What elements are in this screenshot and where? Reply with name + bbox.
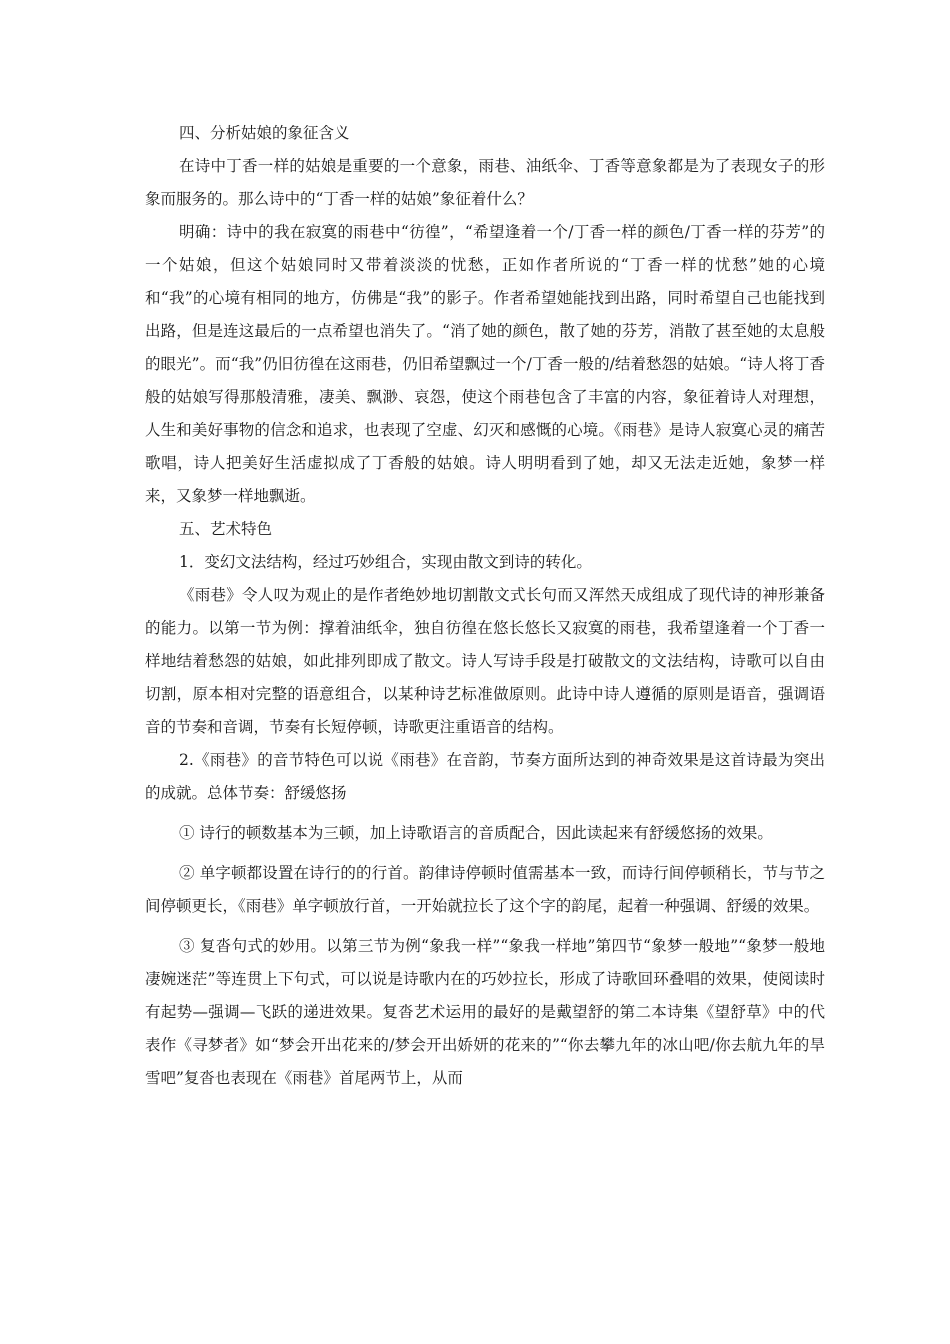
section-heading-symbolism: 四、分析姑娘的象征含义 [179,124,350,142]
feature-2-paragraph: 2.《雨巷》的音节特色可以说《雨巷》在音韵，节奏方面所达到的神奇效果是这首诗最为突出的成就。总体节奏：舒缓悠扬 [145,751,825,802]
paragraph-explanation: 明确：诗中的我在寂寞的雨巷中“彷徨”，“希望逢着一个/丁香一样的颜色/丁香一样的芬芳”的一个姑娘，但这个姑娘同时又带着淡淡的忧愁，正如作者所说的“丁香一样的忧愁”她的心境和“我”的心境有相同的地方，仿佛是“我”的影子。作者希望她能找到出路，同时希望自己也能找到出路，但是连这最后的一点希望也消失了。“消了她的颜色，散了她的芬芳，消散了甚至她的太息般的眼光”。而“我”仍旧彷徨在这雨巷，仍旧希望飘过一个/丁香一般的/结着愁怨的姑娘。“诗人将丁香般的姑娘写得那般清雅，凄美、飘渺、哀怨，使这个雨巷包含了丰富的内容，象征着诗人对理想，人生和美好事物的信念和追求，也表现了空虚、幻灭和感慨的心境。《雨巷》是诗人寂寞心灵的痛苦歌唱，诗人把美好生活虚拟成了丁香般的姑娘。诗人明明看到了她，却又无法走近她，象梦一样来，又象梦一样地飘逝。 [145,223,825,505]
feature-2-point-3: ③ 复沓句式的妙用。以第三节为例“象我一样”“象我一样地”第四节“象梦一般地”“象梦一般地凄婉迷茫”等连贯上下句式，可以说是诗歌内在的巧妙拉长，形成了诗歌回环叠唱的效果，使阅读时有起势—强调—飞跃的递进效果。复沓艺术运用的最好的是戴望舒的第二本诗集《望舒草》中的代表作《寻梦者》如“梦会开出花来的/梦会开出娇妍的花来的”“你去攀九年的冰山吧/你去航九年的旱雪吧”复沓也表现在《雨巷》首尾两节上，从而 [145,937,825,1087]
feature-2-point-1: ① 诗行的顿数基本为三顿，加上诗歌语言的音质配合，因此读起来有舒缓悠扬的效果。 [179,824,773,842]
feature-2-point-2: ② 单字顿都设置在诗行的的行首。韵律诗停顿时值需基本一致，而诗行间停顿稍长，节与节之间停顿更长，《雨巷》单字顿放行首，一开始就拉长了这个字的韵尾，起着一种强调、舒缓的效果。 [145,864,825,915]
section-heading-artistic-features: 五、艺术特色 [179,520,273,538]
paragraph-intro-question: 在诗中丁香一样的姑娘是重要的一个意象，雨巷、油纸伞、丁香等意象都是为了表现女子的形象而服务的。那么诗中的“丁香一样的姑娘”象征着什么？ [145,157,825,208]
document-body [145,117,825,1095]
feature-1-paragraph: 《雨巷》令人叹为观止的是作者绝妙地切割散文式长句而又浑然天成组成了现代诗的神形兼备的能力。以第一节为例：撑着油纸伞，独自彷徨在悠长悠长又寂寞的雨巷，我希望逢着一个丁香一样地结着愁怨的姑娘，如此排列即成了散文。诗人写诗手段是打破散文的文法结构，诗歌可以自由切割，原本相对完整的语意组合，以某种诗艺标准做原则。此诗中诗人遵循的原则是语音，强调语音的节奏和音调，节奏有长短停顿，诗歌更注重语音的结构。 [145,586,825,736]
feature-1-title: 1．变幻文法结构，经过巧妙组合，实现由散文到诗的转化。 [179,553,592,571]
